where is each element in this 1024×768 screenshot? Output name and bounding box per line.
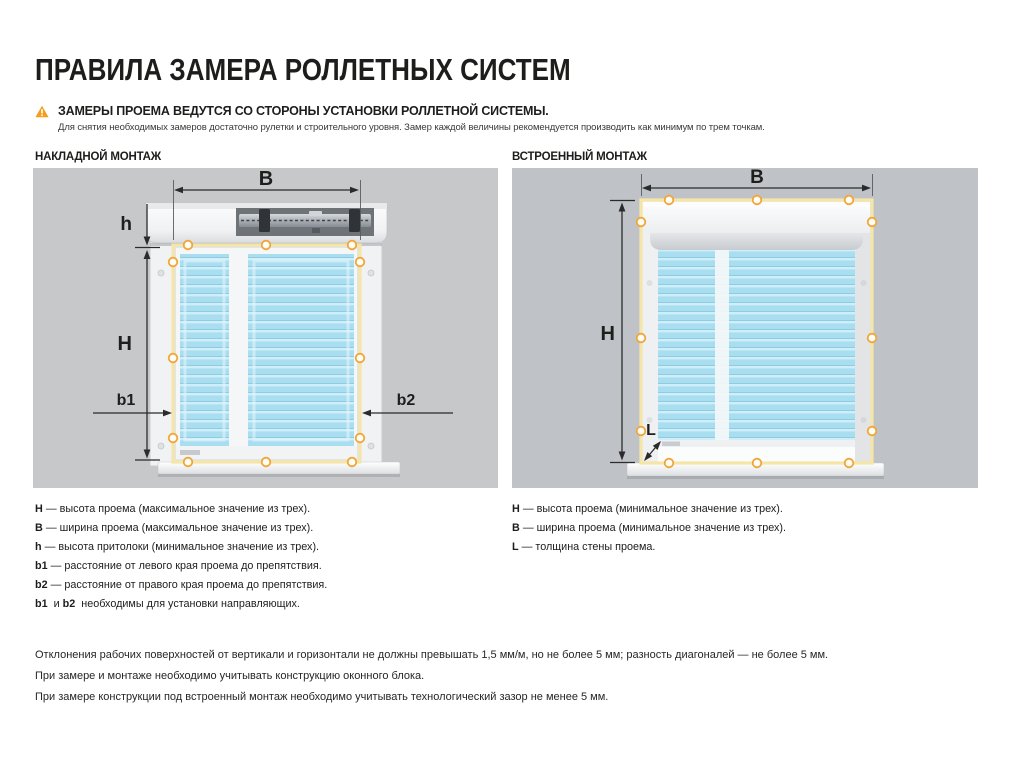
warning-block <box>35 104 765 133</box>
legend-text: — высота проема (максимальное значение из трех). <box>45 503 311 515</box>
brand-chip <box>180 450 200 455</box>
legend-term: B <box>35 522 43 534</box>
recessed-opening <box>641 200 872 463</box>
footer-note-line: При замере конструкции под встроенный монтаж необходимо учитывать технологический зазор не менее 5 мм. <box>35 691 609 703</box>
page-title: ПРАВИЛА ЗАМЕРА РОЛЛЕТНЫХ СИСТЕМ <box>35 52 571 87</box>
builtin-mount-diagram <box>512 168 978 488</box>
footer-notes <box>35 645 985 708</box>
window-pane-right <box>248 254 354 448</box>
legend-item <box>512 538 972 557</box>
legend-text: и <box>50 598 63 610</box>
warning-heading: ЗАМЕРЫ ПРОЕМА ВЕДУТСЯ СО СТОРОНЫ УСТАНОВКИ РОЛЛЕТНОЙ СИСТЕМЫ. <box>58 104 549 118</box>
warning-text <box>58 104 765 133</box>
overlay-mount-diagram <box>33 168 498 488</box>
window-assembly <box>150 238 382 466</box>
builtin-mount-panel <box>512 168 978 488</box>
window-pane-left <box>180 254 229 448</box>
dim-label-H: H <box>117 333 132 355</box>
legend-term: b1 <box>35 560 48 572</box>
legend-item <box>35 519 495 538</box>
legend-overlay-mount <box>35 500 495 614</box>
legend-term: b2 <box>35 579 48 591</box>
legend-text: — расстояние от правого края проема до препятствия. <box>50 579 328 591</box>
dim-label-b2: b2 <box>396 392 416 409</box>
dim-label-H: H <box>600 323 615 345</box>
legend-text: — толщина стены проема. <box>521 541 656 553</box>
warning-triangle-icon <box>35 105 49 118</box>
legend-text: — высота проема (минимальное значение из трех). <box>522 503 783 515</box>
legend-item <box>512 519 972 538</box>
legend-term: h <box>35 541 42 553</box>
section-heading-overlay-mount: НАКЛАДНОЙ МОНТАЖ <box>35 151 161 163</box>
legend-item <box>35 557 495 576</box>
legend-term: H <box>512 503 520 515</box>
legend-term: b2 <box>62 598 76 610</box>
builtin-box-front <box>643 202 870 233</box>
dim-label-B: B <box>258 168 274 190</box>
legend-item <box>35 576 495 595</box>
legend-term: B <box>512 522 520 534</box>
dim-label-B: B <box>750 168 764 188</box>
legend-text: необходимы для установки направляющих. <box>78 598 300 610</box>
legend-item <box>512 500 972 519</box>
legend-builtin-mount <box>512 500 972 557</box>
brand-chip <box>662 442 680 447</box>
overlay-mount-panel <box>33 168 498 488</box>
section-heading-builtin-mount: ВСТРОЕННЫЙ МОНТАЖ <box>512 151 647 163</box>
legend-item <box>35 500 495 519</box>
shutter-curtain <box>658 250 855 446</box>
legend-text: — высота притолоки (минимальное значение из трех). <box>44 541 320 553</box>
warning-note: Для снятия необходимых замеров достаточно рулетки и строительного уровня. Замер каждой величины рекомендуется производить как минимум по трем точкам. <box>58 122 765 133</box>
legend-note <box>35 595 495 614</box>
dim-label-b1: b1 <box>116 392 136 409</box>
window-sill <box>158 462 400 477</box>
legend-term: b1 <box>35 598 48 610</box>
footer-note-line: Отклонения рабочих поверхностей от вертикали и горизонтали не должны превышать 1,5 мм/м, но не более 5 мм; разность диагоналей — не более 5 мм. <box>35 649 829 661</box>
mullion-strip <box>715 250 729 446</box>
legend-text: — ширина проема (минимальное значение из трех). <box>522 522 786 534</box>
legend-text: — ширина проема (максимальное значение из трех). <box>45 522 314 534</box>
dim-label-h: h <box>120 214 132 235</box>
roller-shutter-box <box>146 203 387 246</box>
legend-term: H <box>35 503 43 515</box>
dim-label-L: L <box>646 422 656 439</box>
legend-term: L <box>512 541 519 553</box>
footer-note-line: При замере и монтаже необходимо учитывать конструкцию оконного блока. <box>35 670 425 682</box>
builtin-box-lip <box>650 233 863 250</box>
legend-text: — расстояние от левого края проема до препятствия. <box>50 560 322 572</box>
legend-item <box>35 538 495 557</box>
